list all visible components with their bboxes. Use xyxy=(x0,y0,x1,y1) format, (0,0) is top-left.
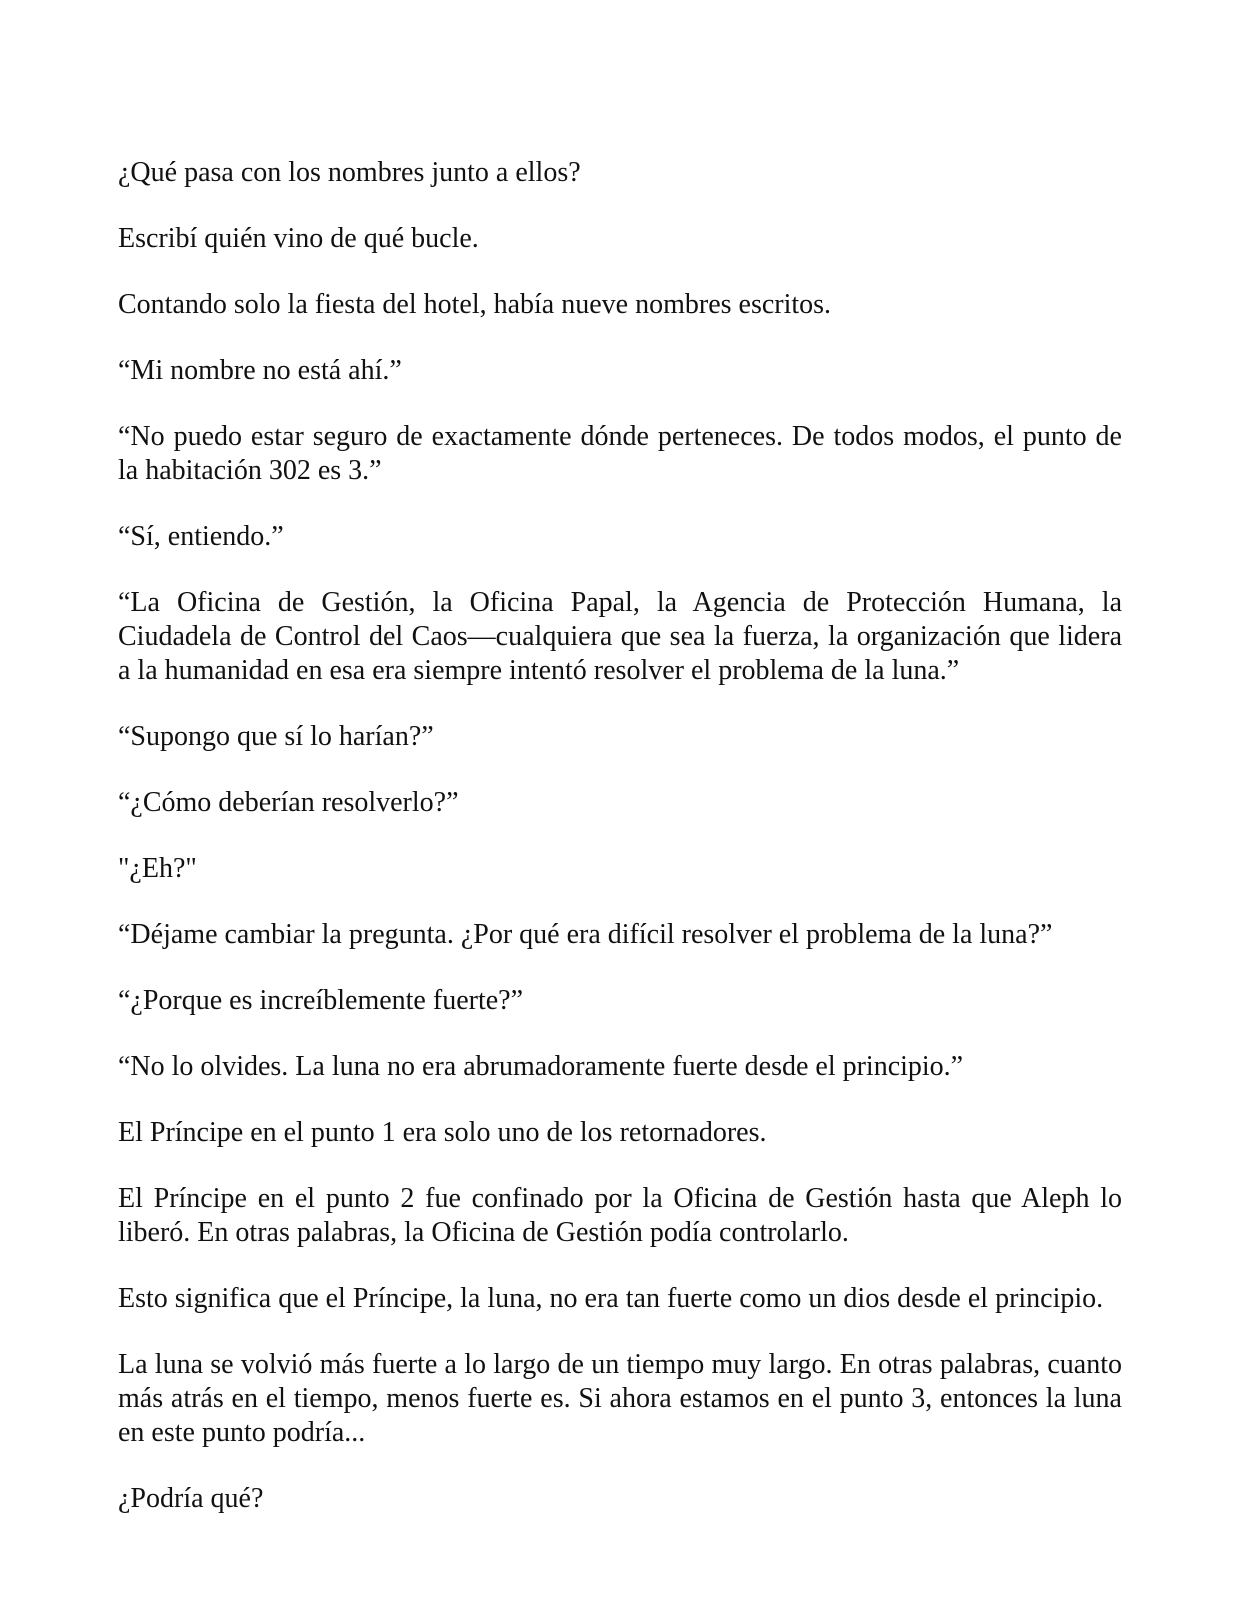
paragraph-15: El Príncipe en el punto 2 fue confinado por la Oficina de Gestión hasta que Aleph lo liberó. En otras palabras, la Oficina de Gestión podía controlarlo. xyxy=(118,1183,1122,1248)
paragraph-10: "¿Eh?" xyxy=(118,853,197,884)
paragraph-5: “No puedo estar seguro de exactamente dónde perteneces. De todos modos, el punto de la habitación 302 es 3.” xyxy=(118,421,1122,486)
paragraph-13: “No lo olvides. La luna no era abrumadoramente fuerte desde el principio.” xyxy=(118,1051,964,1082)
paragraph-8: “Supongo que sí lo harían?” xyxy=(118,721,434,752)
paragraph-1: ¿Qué pasa con los nombres junto a ellos? xyxy=(118,157,581,188)
paragraph-3: Contando solo la fiesta del hotel, había nueve nombres escritos. xyxy=(118,289,832,320)
paragraph-14: El Príncipe en el punto 1 era solo uno de los retornadores. xyxy=(118,1117,767,1148)
paragraph-18: ¿Podría qué? xyxy=(118,1483,264,1514)
paragraph-17: La luna se volvió más fuerte a lo largo de un tiempo muy largo. En otras palabras, cuanto más atrás en el tiempo, menos fuerte es. Si ahora estamos en el punto 3, entonces la luna en este punto podría... xyxy=(118,1349,1122,1448)
paragraph-4: “Mi nombre no está ahí.” xyxy=(118,355,402,386)
paragraph-2: Escribí quién vino de qué bucle. xyxy=(118,223,479,254)
paragraph-11: “Déjame cambiar la pregunta. ¿Por qué era difícil resolver el problema de la luna?” xyxy=(118,919,1053,950)
paragraph-6: “Sí, entiendo.” xyxy=(118,521,284,552)
paragraph-7: “La Oficina de Gestión, la Oficina Papal, la Agencia de Protección Humana, la Ciudadela de Control del Caos—cualquiera que sea la fuerza, la organización que lidera a la humanidad en esa era siempre intentó resolver el problema de la luna.” xyxy=(118,587,1122,686)
paragraph-12: “¿Porque es increíblemente fuerte?” xyxy=(118,985,524,1016)
document-body xyxy=(118,156,1122,1548)
paragraph-9: “¿Cómo deberían resolverlo?” xyxy=(118,787,459,818)
paragraph-16: Esto significa que el Príncipe, la luna, no era tan fuerte como un dios desde el principio. xyxy=(118,1283,1104,1314)
